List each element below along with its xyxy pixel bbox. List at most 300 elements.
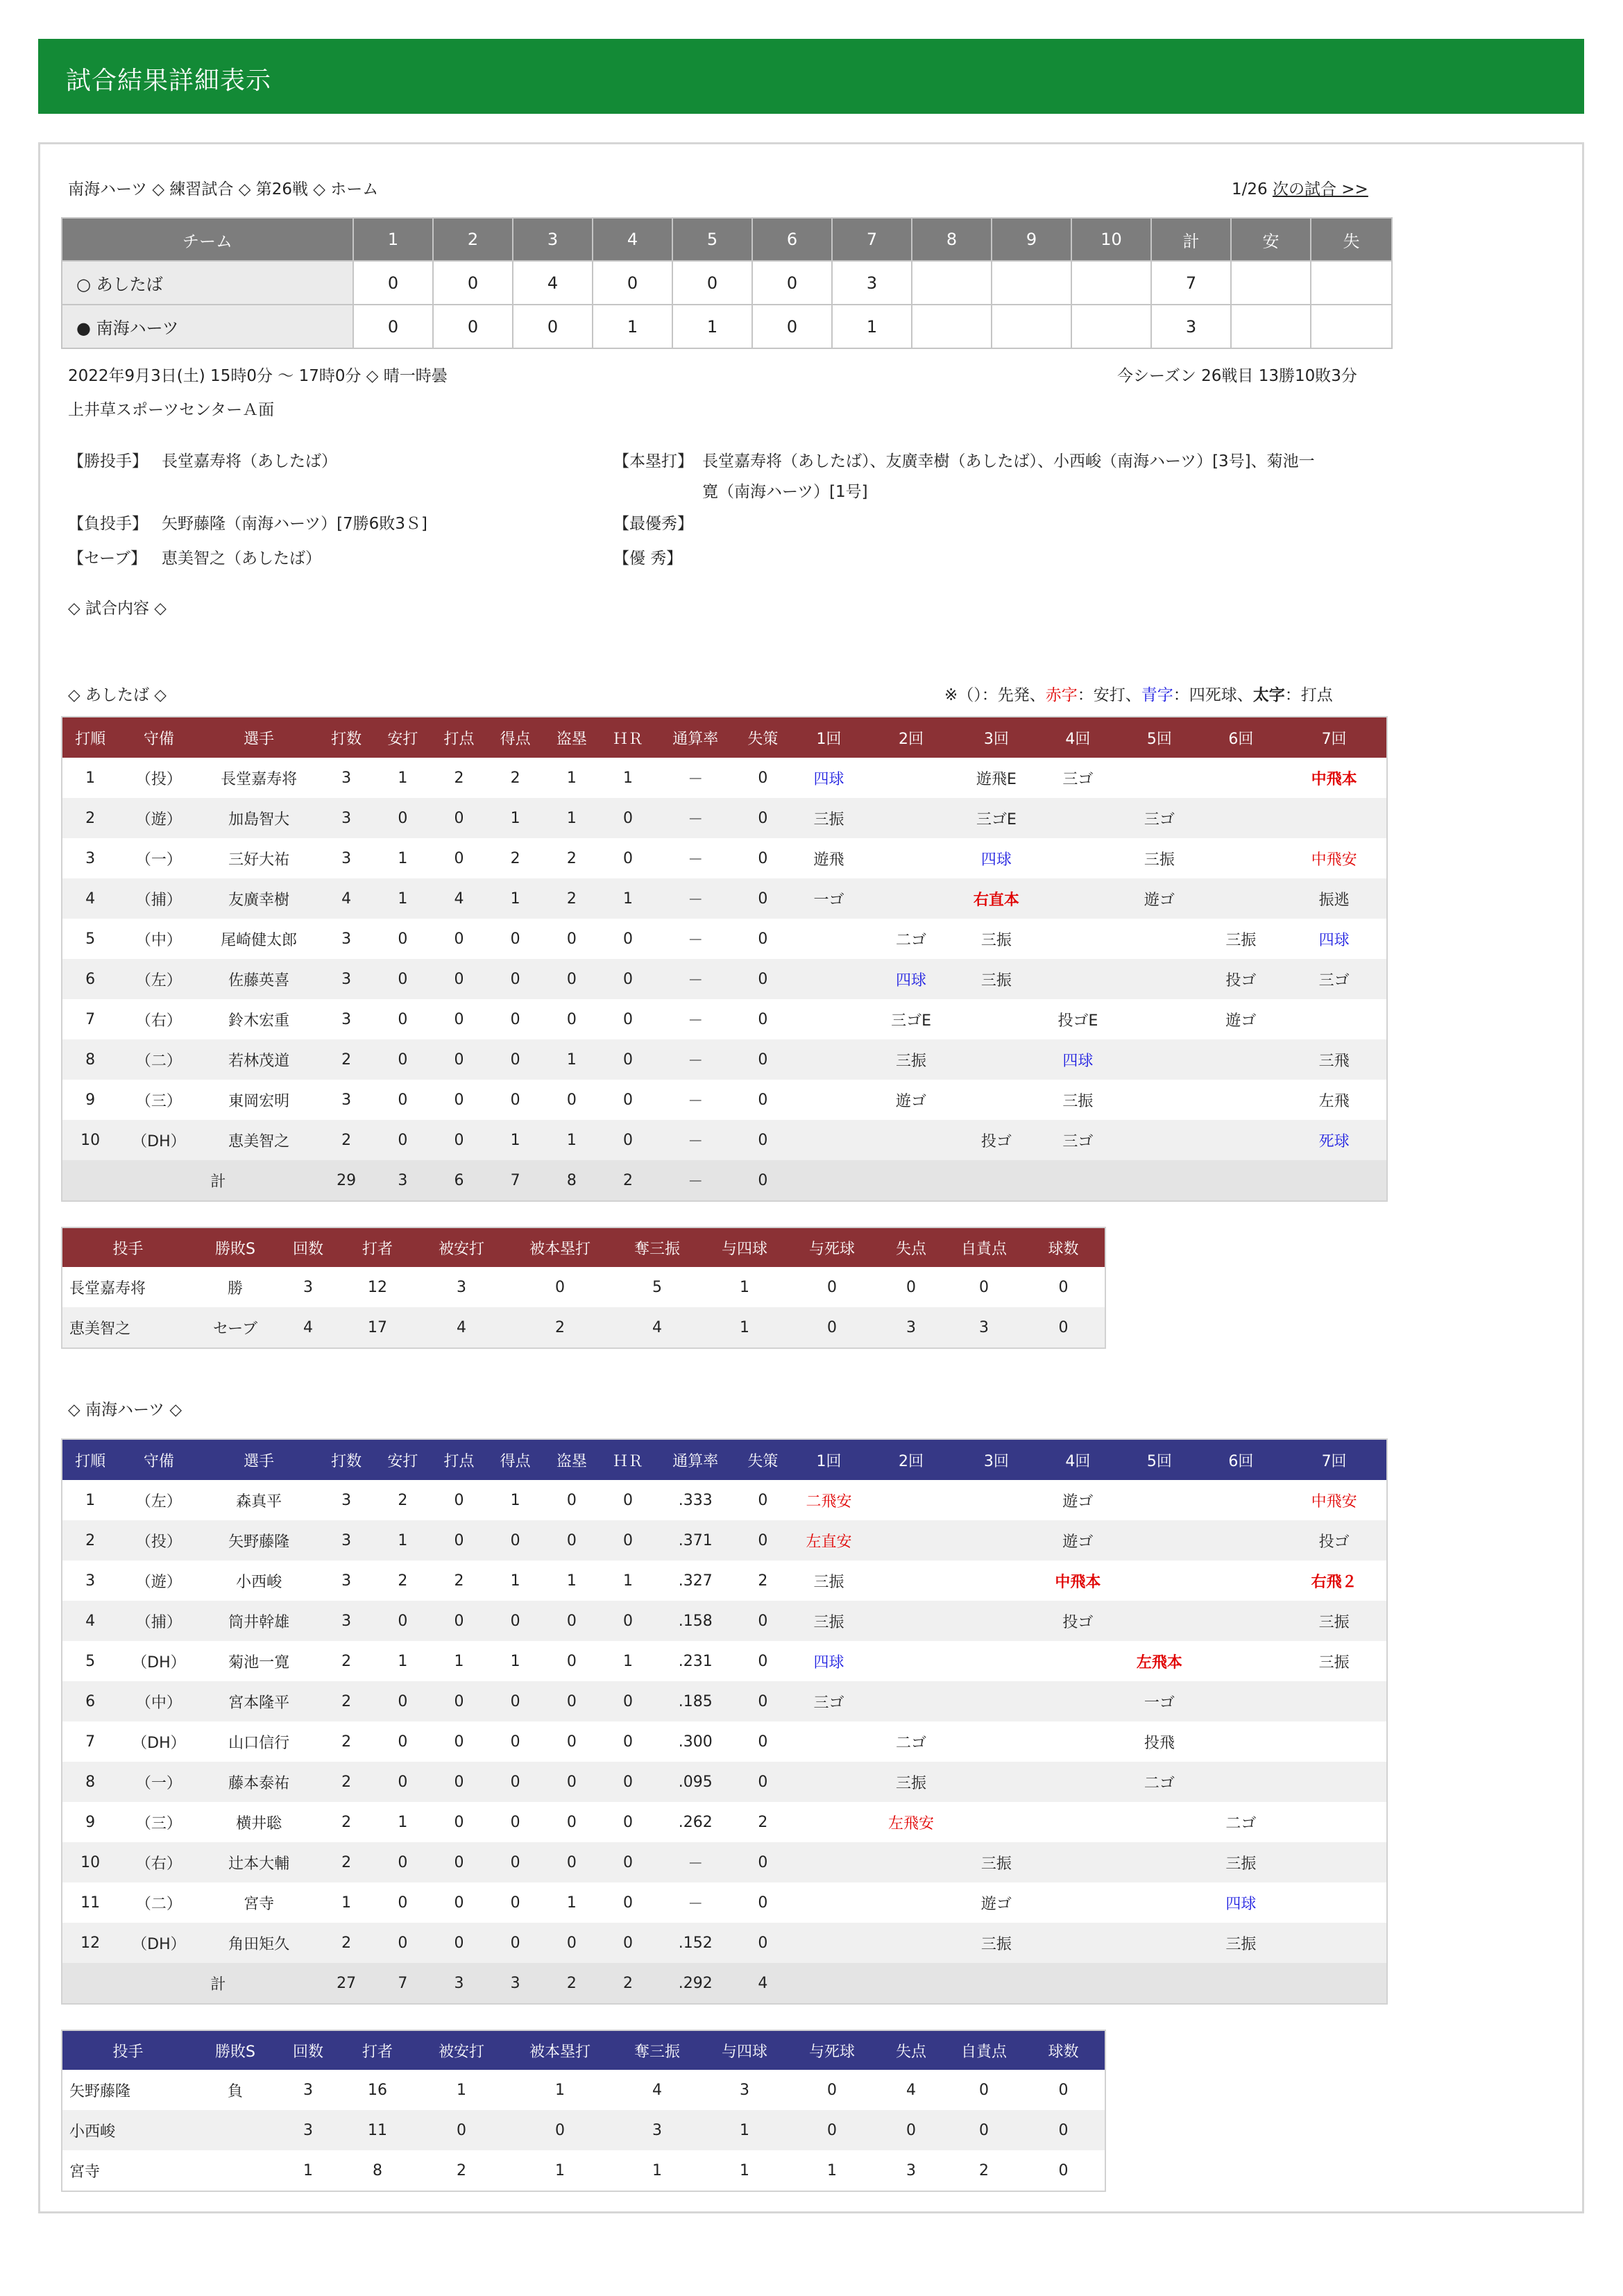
batter-ab: 3 [341, 1572, 352, 1590]
venue: 上井草スポーツセンターＡ面 [68, 401, 275, 419]
batting-header-cell: 4回 [1037, 717, 1119, 758]
batter-avg: .333 [678, 1491, 713, 1509]
batter-pos: （右） [135, 1012, 182, 1030]
scoreboard-header-cell: 計 [1151, 218, 1231, 261]
pitcher-bb: 1 [702, 2110, 788, 2150]
batter-h: 0 [375, 1120, 431, 1160]
inning-result: 遊ゴ [980, 1895, 1012, 1913]
batter-ab: 3 [341, 849, 352, 867]
inning-result: 中飛本 [1311, 770, 1357, 788]
inning-result: 二ゴ [1119, 1762, 1200, 1802]
batter-name: 宮寺 [244, 1895, 275, 1913]
scoreboard-header-cell: 失 [1311, 218, 1392, 261]
scoreboard-cell: 1 [672, 305, 752, 348]
inning-result [1119, 1842, 1200, 1882]
scoreboard-cell: 0 [353, 261, 433, 305]
scoreboard-cell: 0 [752, 261, 832, 305]
batter-h: 0 [375, 1842, 431, 1882]
batter-name: 矢野藤隆 [200, 1520, 318, 1561]
batter-r: 0 [510, 1010, 520, 1028]
total-inning-empty [1200, 1160, 1282, 1201]
batting-total-row [62, 1160, 1387, 1201]
pitcher-hr: 1 [555, 2081, 565, 2099]
batter-hr: 0 [600, 798, 656, 838]
inning-result [867, 1520, 955, 1561]
pitcher-hbp: 0 [827, 2081, 837, 2099]
inning-result [1200, 1762, 1282, 1802]
inning-result [1119, 1923, 1200, 1963]
inning-result: 二ゴ [1225, 1814, 1257, 1832]
game-info: 南海ハーツ ◇ 練習試合 ◇ 第26戦 ◇ ホーム [68, 180, 379, 198]
batter-h: 0 [375, 1762, 431, 1802]
batter-e: 0 [735, 1039, 791, 1080]
batting-header-cell: 得点 [487, 717, 543, 758]
pitching-header-cell: 被安打 [416, 2030, 507, 2070]
batter-avg: － [688, 1895, 704, 1913]
batter-no: 5 [85, 1652, 96, 1670]
inning-result [955, 1762, 1037, 1802]
batter-h: 1 [375, 1520, 431, 1561]
total-rbi: 3 [431, 1963, 487, 2004]
inning-result: 三振 [1318, 1653, 1350, 1672]
inning-result: 右飛２ [1311, 1573, 1357, 1591]
batter-hr: 0 [600, 1842, 656, 1882]
pitcher-hbp: 0 [788, 1307, 876, 1348]
batting-header-cell: 打数 [318, 1439, 375, 1480]
batter-e: 0 [735, 959, 791, 999]
batter-avg: .158 [656, 1601, 735, 1641]
batter-ab: 3 [341, 1010, 352, 1028]
scoreboard-cell [1071, 305, 1151, 348]
batting-header-cell: 5回 [1119, 717, 1200, 758]
inning-result [1119, 1882, 1200, 1923]
inning-result: 遊ゴ [1062, 1493, 1094, 1511]
inning-result [1037, 1762, 1119, 1802]
pitching-header-cell: 投手 [62, 1227, 194, 1267]
batter-row [62, 959, 1387, 999]
batter-r: 1 [487, 798, 543, 838]
total-inning-empty [955, 1963, 1037, 2004]
inning-result: 遊ゴ [896, 1092, 927, 1110]
batter-rbi: 0 [454, 849, 464, 867]
batter-hr: 1 [623, 1572, 634, 1590]
scoreboard-team: ● 南海ハーツ [62, 305, 353, 348]
batter-ab: 2 [318, 1762, 375, 1802]
win-pitcher: 長堂嘉寿将（あしたば） [162, 452, 337, 470]
batter-e: 0 [735, 878, 791, 919]
scoreboard-cell: 0 [593, 261, 672, 305]
batter-h: 0 [375, 1923, 431, 1963]
batter-hr: 0 [600, 1923, 656, 1963]
inning-result: 遊ゴ [1037, 1520, 1119, 1561]
inning-result [867, 878, 955, 919]
batter-hr: 0 [600, 1601, 656, 1641]
inning-result [1037, 838, 1119, 878]
pitching-header-cell: 与死球 [788, 2030, 876, 2070]
batting-header-cell: 打点 [431, 717, 487, 758]
pitcher-h: 3 [457, 1278, 466, 1296]
total-inning-empty [791, 1963, 867, 2004]
batter-rbi: 0 [454, 1091, 464, 1109]
pitcher-ip: 3 [303, 2081, 313, 2099]
inning-result [867, 1480, 955, 1520]
batter-pos: （捕） [118, 1601, 200, 1641]
batter-ab: 3 [341, 1491, 352, 1509]
pitcher-h: 4 [416, 1307, 507, 1348]
pitching-header-cell: 奪三振 [613, 2030, 702, 2070]
next-game-link[interactable]: 次の試合 >> [1272, 180, 1368, 198]
inning-result: 遊飛E [976, 770, 1017, 788]
legend-bold: 太字 [1252, 686, 1285, 704]
batter-sb: 0 [543, 1601, 600, 1641]
batter-sb: 1 [566, 1572, 577, 1590]
total-avg: .292 [656, 1963, 735, 2004]
inning-result [1200, 1080, 1282, 1120]
batter-e: 0 [758, 1894, 768, 1912]
inning-result: 左飛本 [1136, 1653, 1182, 1672]
batter-no: 1 [85, 769, 96, 787]
batting-header-cell: 安打 [375, 1439, 431, 1480]
batter-e: 2 [758, 1572, 768, 1590]
batting-header-cell: 1回 [791, 1439, 867, 1480]
batter-row [62, 758, 1387, 798]
inning-result [791, 1721, 867, 1762]
pitcher-np: 0 [1022, 2110, 1105, 2150]
pitcher-so: 3 [613, 2110, 702, 2150]
batter-r: 0 [487, 959, 543, 999]
scoreboard-cell: 0 [433, 261, 513, 305]
inning-result: 三振 [791, 798, 867, 838]
pitching-header-cell: 球数 [1022, 1227, 1105, 1267]
page-counter: 1/26 [1232, 180, 1268, 198]
inning-result [1282, 999, 1387, 1039]
inning-result [867, 1923, 955, 1963]
inning-result: 遊ゴ [1225, 1012, 1257, 1030]
inning-result: 一ゴ [791, 878, 867, 919]
batter-name: 鈴木宏重 [228, 1012, 290, 1030]
batter-avg: － [656, 798, 735, 838]
save-pitcher-label: 【セーブ】 [68, 550, 147, 568]
inning-result [1282, 1842, 1387, 1882]
total-sb: 8 [543, 1160, 600, 1201]
batting-header-cell: 2回 [867, 1439, 955, 1480]
pitcher-r: 3 [876, 1307, 946, 1348]
batter-name: 宮本隆平 [200, 1681, 318, 1721]
pitcher-np: 0 [1058, 1278, 1069, 1296]
pitcher-h: 1 [457, 2081, 466, 2099]
batter-hr: 0 [623, 1091, 634, 1109]
batter-rbi: 1 [454, 1652, 464, 1670]
batter-ab: 2 [341, 1652, 352, 1670]
scoreboard-cell: 4 [513, 261, 593, 305]
pitching-header-cell: 与四球 [702, 1227, 788, 1267]
pitcher-bf: 12 [368, 1278, 387, 1296]
inning-result [1037, 1802, 1119, 1842]
batter-name: 長堂嘉寿将 [221, 770, 298, 788]
pitcher-name: 長堂嘉寿将 [69, 1279, 146, 1298]
inning-result: 三ゴ [1119, 798, 1200, 838]
inning-result [1119, 1039, 1200, 1080]
batter-pos: （DH） [132, 1653, 186, 1672]
inning-result: 右直本 [955, 878, 1037, 919]
pitching-header-cell: 回数 [277, 1227, 339, 1267]
batter-avg: .095 [656, 1762, 735, 1802]
batting-header-cell: 通算率 [656, 1439, 735, 1480]
batter-pos: （二） [135, 1895, 182, 1913]
pitching-header-cell: 被安打 [416, 1227, 507, 1267]
inning-result: 四球 [1225, 1895, 1257, 1913]
pitcher-r: 4 [906, 2081, 916, 2099]
inning-result: 二ゴ [896, 931, 927, 949]
pager [1232, 176, 1368, 199]
pitching-header-cell: 奪三振 [613, 1227, 702, 1267]
inning-result [1200, 1641, 1282, 1681]
batter-name: 筒井幹雄 [200, 1601, 318, 1641]
batter-sb: 1 [566, 1894, 577, 1912]
inning-result [1119, 1601, 1200, 1641]
batter-row [62, 1842, 1387, 1882]
legend-rbi: ：打点 [1284, 686, 1333, 704]
batter-sb: 2 [543, 878, 600, 919]
inning-result [867, 1601, 955, 1641]
inning-result [1282, 1721, 1387, 1762]
batter-row [62, 999, 1387, 1039]
pitcher-wl: セーブ [194, 1307, 277, 1348]
inning-result [1200, 1601, 1282, 1641]
total-e: 0 [735, 1160, 791, 1201]
inning-result: 三振 [955, 959, 1037, 999]
scoreboard-cell: 0 [752, 305, 832, 348]
batter-row [62, 1561, 1387, 1601]
batter-no: 4 [62, 1601, 118, 1641]
batter-ab: 3 [341, 930, 352, 948]
inning-result: 左飛安 [888, 1814, 935, 1832]
batter-rbi: 0 [431, 798, 487, 838]
batter-row [62, 1641, 1387, 1681]
batting-header-cell: 得点 [487, 1439, 543, 1480]
inning-result [867, 1882, 955, 1923]
inning-result [955, 1721, 1037, 1762]
pitcher-hr: 2 [507, 1307, 613, 1348]
batter-name: 小西峻 [236, 1573, 282, 1591]
batter-name: 角田矩久 [200, 1923, 318, 1963]
batter-e: 0 [758, 930, 768, 948]
inning-result [791, 959, 867, 999]
inning-result: 中飛本 [1055, 1573, 1101, 1591]
pitcher-row [62, 1267, 1105, 1307]
scoreboard-cell [1071, 261, 1151, 305]
batter-sb: 0 [566, 1010, 577, 1028]
scoreboard-cell [1231, 305, 1311, 348]
batter-avg: .300 [678, 1733, 713, 1751]
batter-e: 0 [758, 1733, 768, 1751]
batting-header-cell: 選手 [200, 717, 318, 758]
batter-ab: 2 [341, 1733, 352, 1751]
inning-result [867, 1120, 955, 1160]
pitcher-wl: 負 [227, 2082, 243, 2100]
batter-h: 2 [398, 1572, 408, 1590]
batter-e: 0 [735, 1923, 791, 1963]
scoreboard-header-cell: 9 [992, 218, 1071, 261]
batter-rbi: 0 [454, 1894, 464, 1912]
batter-hr: 1 [600, 878, 656, 919]
pitching-header-cell: 自責点 [946, 1227, 1022, 1267]
batter-rbi: 0 [431, 1120, 487, 1160]
scoreboard-header-cell: 2 [433, 218, 513, 261]
batter-sb: 0 [566, 1652, 577, 1670]
scoreboard-cell: 1 [593, 305, 672, 348]
inning-result [1200, 1480, 1282, 1520]
batter-ab: 3 [318, 798, 375, 838]
pitcher-so: 4 [613, 1307, 702, 1348]
inning-result [1282, 1762, 1387, 1802]
inning-result [1119, 959, 1200, 999]
inning-result [1037, 1842, 1119, 1882]
batter-h: 0 [375, 798, 431, 838]
scoreboard-header-cell: 10 [1071, 218, 1151, 261]
batter-hr: 1 [623, 1652, 634, 1670]
nankai-batting-table [61, 1438, 1388, 2005]
batter-pos: （投） [135, 770, 182, 788]
batter-name: 横井聡 [236, 1814, 282, 1832]
pitcher-hbp: 0 [827, 1278, 837, 1296]
batter-no: 3 [85, 849, 96, 867]
batter-ab: 2 [318, 1039, 375, 1080]
inning-result [1037, 1882, 1119, 1923]
batter-h: 0 [398, 1091, 408, 1109]
batter-rbi: 0 [454, 1010, 464, 1028]
batter-no: 7 [85, 1733, 96, 1751]
inning-result [867, 838, 955, 878]
inning-result [867, 1681, 955, 1721]
inning-result [955, 1480, 1037, 1520]
batter-sb: 0 [543, 1842, 600, 1882]
batter-r: 1 [487, 1120, 543, 1160]
batter-row [62, 1681, 1387, 1721]
batter-r: 0 [487, 1039, 543, 1080]
legend-hit: ：安打、 [1077, 686, 1141, 704]
inning-result [1119, 1561, 1200, 1601]
inning-result [867, 798, 955, 838]
total-spacer [62, 1160, 118, 1201]
pitching-header [62, 2030, 1105, 2070]
ashitaba-pitching-table [61, 1227, 1106, 1349]
inning-result [1037, 878, 1119, 919]
batter-avg: .231 [678, 1652, 713, 1670]
save-pitcher: 恵美智之（あしたば） [162, 550, 321, 568]
total-inning-empty [1119, 1963, 1200, 2004]
inning-result [1037, 1641, 1119, 1681]
batter-pos: （投） [118, 1520, 200, 1561]
batter-r: 1 [510, 1491, 520, 1509]
batter-name: 三好大祐 [228, 851, 290, 869]
inning-result: 三ゴ [1062, 770, 1094, 788]
batting-header [62, 717, 1387, 758]
inning-result [791, 1039, 867, 1080]
total-r: 3 [487, 1963, 543, 2004]
excellent-label: 【優 秀】 [613, 550, 683, 568]
inning-result [1119, 919, 1200, 959]
batter-sb: 0 [566, 1091, 577, 1109]
batting-total-row [62, 1963, 1387, 2004]
batter-hr: 0 [600, 1762, 656, 1802]
batter-name: 菊池一寛 [228, 1653, 290, 1672]
batter-pos: （二） [118, 1039, 200, 1080]
scoreboard-header-cell: 安 [1231, 218, 1311, 261]
pitching-header-cell: 打者 [339, 1227, 416, 1267]
batter-row [62, 878, 1387, 919]
inning-result: 振逃 [1282, 878, 1387, 919]
batter-no: 6 [62, 1681, 118, 1721]
pitcher-row [62, 2070, 1105, 2110]
batter-ab: 2 [318, 1923, 375, 1963]
batter-e: 2 [758, 1813, 768, 1831]
batting-header [62, 1439, 1387, 1480]
scoreboard-cell: 3 [832, 261, 912, 305]
batter-row [62, 1882, 1387, 1923]
pitcher-ip: 4 [277, 1307, 339, 1348]
batter-pos: （DH） [132, 1734, 186, 1752]
pitching-header-cell: 勝敗S [194, 1227, 277, 1267]
batter-hr: 0 [623, 1894, 634, 1912]
inning-result [1282, 1681, 1387, 1721]
pitcher-wl: 勝 [227, 1279, 243, 1298]
batter-ab: 2 [318, 1842, 375, 1882]
inning-result [1119, 758, 1200, 798]
batting-header-cell: 盗塁 [543, 717, 600, 758]
batter-rbi: 2 [454, 769, 464, 787]
batter-h: 2 [398, 1491, 408, 1509]
batter-e: 0 [735, 1842, 791, 1882]
inning-result: 三振 [1200, 1842, 1282, 1882]
batter-hr: 0 [600, 1520, 656, 1561]
batting-header-cell: 守備 [118, 1439, 200, 1480]
batter-name: 東岡宏明 [228, 1092, 290, 1110]
inning-result: 三振 [955, 1842, 1037, 1882]
inning-result [1037, 959, 1119, 999]
batter-no: 9 [85, 1091, 96, 1109]
inning-result [867, 1641, 955, 1681]
batter-no: 9 [85, 1813, 96, 1831]
inning-result: 三振 [980, 931, 1012, 949]
scoreboard-cell [1311, 305, 1392, 348]
batter-r: 1 [487, 878, 543, 919]
total-hr: 2 [600, 1160, 656, 1201]
batter-h: 1 [398, 769, 408, 787]
batter-h: 0 [375, 959, 431, 999]
batter-row [62, 1039, 1387, 1080]
batter-h: 1 [398, 1652, 408, 1670]
batter-r: 0 [487, 1923, 543, 1963]
batting-header-cell: 選手 [200, 1439, 318, 1480]
batter-row [62, 1480, 1387, 1520]
inning-result: 四球 [1318, 931, 1350, 949]
total-inning-empty [791, 1160, 867, 1201]
batter-hr: 1 [623, 769, 634, 787]
total-inning-empty [1037, 1963, 1119, 2004]
batter-sb: 0 [566, 930, 577, 948]
batting-header-cell: 失策 [735, 717, 791, 758]
pitcher-bf: 17 [339, 1307, 416, 1348]
season-record: 今シーズン 26戦目 13勝10敗3分 [1117, 367, 1357, 385]
batter-r: 0 [510, 1894, 520, 1912]
batter-hr: 0 [623, 1491, 634, 1509]
batter-pos: （中） [118, 1681, 200, 1721]
pitching-header-cell: 球数 [1022, 2030, 1105, 2070]
batter-h: 0 [375, 1039, 431, 1080]
total-inning-empty [1037, 1160, 1119, 1201]
batter-ab: 3 [341, 769, 352, 787]
